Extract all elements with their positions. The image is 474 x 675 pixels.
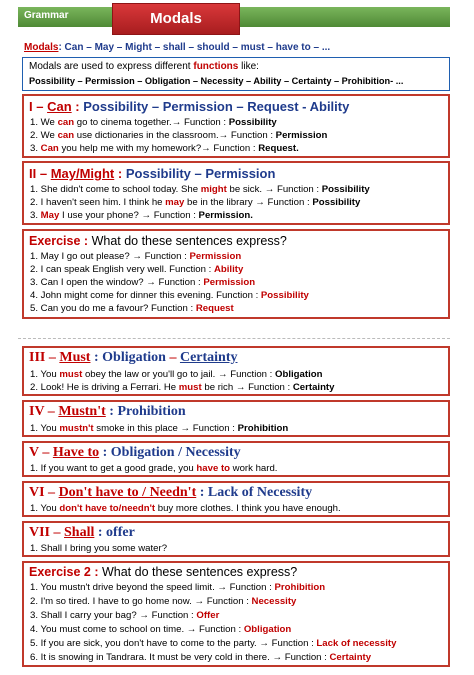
example-line: 2. I haven't seen him. I think he may be in the library → Function : Possibility — [30, 197, 361, 208]
section-can-title: I – Can : Possibility – Permission – Request - Ability — [29, 99, 350, 114]
intro-box — [22, 57, 450, 91]
example-line: 1. We can go to cinema together.→ Function : Possibility — [30, 117, 277, 128]
exercise-line: 3. Shall I carry your bag? → Function : Offer — [30, 610, 220, 621]
example-line: 1. Shall I bring you some water? — [30, 543, 168, 554]
exercise-line: 3. Can I open the window? → Function : Permission — [30, 277, 256, 288]
section-mustnt-title: IV – Mustn't : Prohibition — [29, 404, 186, 419]
section-have-to-title: V – Have to : Obligation / Necessity — [29, 445, 241, 460]
modals-list — [24, 42, 330, 53]
intro-text-end: like: — [238, 61, 259, 72]
example-line: 3. May I use your phone? → Function : Permission. — [30, 210, 253, 221]
exercise-line: 2. I'm so tired. I have to go home now. → Function : Necessity — [30, 596, 297, 607]
section-dont-have-to — [22, 481, 450, 517]
intro-functions-list: Possibility – Permission – Obligation – Necessity – Ability – Certainty – Prohibition- ... — [29, 76, 404, 86]
modals-list-text: : Can – May – Might – shall – should – must – have to – ... — [58, 42, 331, 53]
exercise-2 — [22, 561, 450, 667]
exercise-line: 5. If you are sick, you don't have to come to the party. → Function : Lack of necessity — [30, 638, 397, 649]
section-may-title: II – May/Might : Possibility – Permission — [29, 166, 276, 181]
intro-line-1 — [29, 61, 259, 72]
example-line: 2. Look! He is driving a Ferrari. He must be rich → Function : Certainty — [30, 382, 335, 393]
exercise-2-title: Exercise 2 : What do these sentences express? — [29, 565, 298, 579]
example-line: 2. We can use dictionaries in the classroom.→ Function : Permission — [30, 130, 328, 141]
exercise-line: 4. You must come to school on time. → Function : Obligation — [30, 624, 292, 635]
section-must-title: III – Must : Obligation – Certainty — [29, 350, 238, 365]
section-mustnt — [22, 400, 450, 437]
example-line: 1. You mustn't smoke in this place → Function : Prohibition — [30, 423, 289, 434]
exercise-line: 5. Can you do me a favour? Function : Request — [30, 303, 234, 314]
grammar-tag: Grammar — [24, 10, 69, 21]
example-line: 1. If you want to get a good grade, you have to work hard. — [30, 463, 278, 474]
modals-list-label: Modals — [24, 42, 59, 53]
exercise-line: 4. John might come for dinner this evening. Function : Possibility — [30, 290, 309, 301]
page-header — [18, 3, 450, 35]
intro-text: Modals are used to express different — [29, 61, 194, 72]
exercise-1-title: Exercise : What do these sentences express? — [29, 234, 287, 248]
section-shall-title: VII – Shall : offer — [29, 525, 135, 540]
example-line: 3. Can you help me with my homework?→ Function : Request. — [30, 143, 299, 154]
section-dont-have-to-title: VI – Don't have to / Needn't : Lack of Necessity — [29, 485, 313, 500]
exercise-line: 1. May I go out please? → Function : Permission — [30, 251, 242, 262]
page-title: Modals — [150, 10, 202, 27]
section-have-to — [22, 441, 450, 477]
example-line: 1. You don't have to/needn't buy more clothes. I think you have enough. — [30, 503, 341, 514]
example-line: 1. You must obey the law or you'll go to jail. → Function : Obligation — [30, 369, 323, 380]
page-divider — [18, 338, 450, 340]
section-shall — [22, 521, 450, 557]
example-line: 1. She didn't come to school today. She might be sick. → Function : Possibility — [30, 184, 370, 195]
exercise-line: 1. You mustn't drive beyond the speed limit. → Function : Prohibition — [30, 582, 326, 593]
section-may-might — [22, 161, 450, 225]
section-can — [22, 94, 450, 158]
exercise-line: 2. I can speak English very well. Function : Ability — [30, 264, 244, 275]
exercise-line: 6. It is snowing in Tandrara. It must be very cold in there. → Function : Certainty — [30, 652, 372, 663]
title-banner — [112, 3, 240, 35]
exercise-1 — [22, 229, 450, 319]
section-must — [22, 346, 450, 396]
intro-functions-word: functions — [193, 61, 239, 72]
